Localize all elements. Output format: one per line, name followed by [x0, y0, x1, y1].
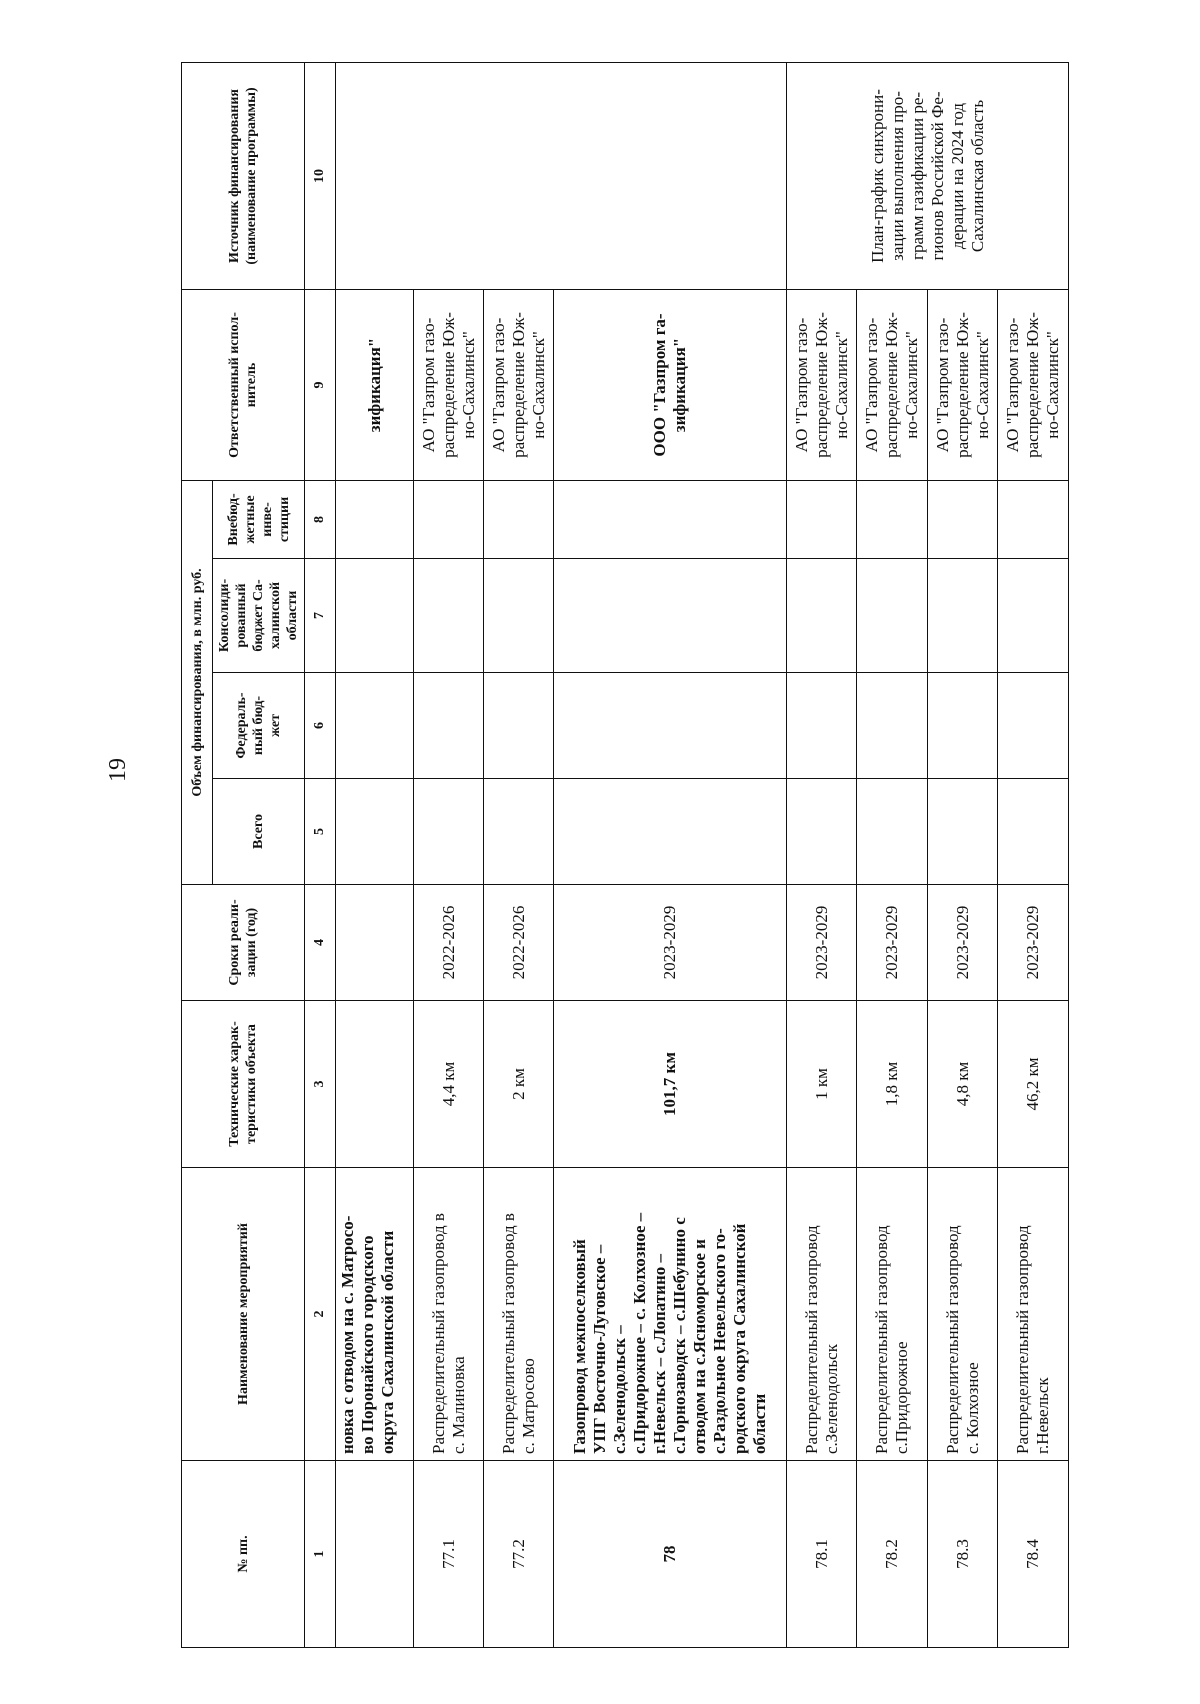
row-regional: [554, 559, 787, 673]
row-num: 77.1: [414, 1461, 484, 1648]
row-total: [414, 779, 484, 885]
row-federal: [928, 673, 998, 779]
row-executor: АО "Газпром газо- распределение Юж- но-Сахалинск": [787, 289, 857, 480]
row-executor: АО "Газпром газо- распределение Юж- но-Сахалинск": [484, 289, 554, 480]
header-federal: Федераль- ный бюд- жет: [213, 673, 305, 779]
row-regional: [928, 559, 998, 673]
row-offbudget: [336, 480, 414, 558]
row-regional: [998, 559, 1069, 673]
row-executor: АО "Газпром газо- распределение Юж- но-Сахалинск": [857, 289, 928, 480]
row-num: 78.3: [928, 1461, 998, 1648]
row-offbudget: [857, 480, 928, 558]
row-offbudget: [998, 480, 1069, 558]
table-row: [554, 62, 787, 1647]
row-years: 2023-2029: [998, 885, 1069, 1001]
table-row: [484, 62, 554, 1647]
row-federal: [336, 673, 414, 779]
table-row: [998, 62, 1069, 1647]
row-total: [857, 779, 928, 885]
row-tech: 4,4 км: [414, 1001, 484, 1168]
row-num: 78: [554, 1461, 787, 1648]
row-federal: [998, 673, 1069, 779]
row-executor: АО "Газпром газо- распределение Юж- но-Сахалинск": [928, 289, 998, 480]
table-row: [928, 62, 998, 1647]
header-name: Наименование мероприятий: [182, 1168, 305, 1461]
row-tech: 46,2 км: [998, 1001, 1069, 1168]
col-number: 4: [305, 885, 336, 1001]
row-federal: [414, 673, 484, 779]
header-source: Источник финансирования (наименование программы): [182, 62, 305, 289]
row-executor: зификация": [336, 289, 414, 480]
header-offbudget: Внебюд- жетные инве- стиции: [213, 480, 305, 558]
row-years: 2023-2029: [857, 885, 928, 1001]
page-number: 19: [105, 758, 131, 782]
row-total: [787, 779, 857, 885]
row-name: Распределительный газопровод с.Придорожное: [857, 1168, 928, 1461]
row-total: [336, 779, 414, 885]
row-executor: АО "Газпром газо- распределение Юж- но-Сахалинск": [998, 289, 1069, 480]
gasification-table-rotated: [181, 63, 1068, 1648]
header-funding-group: Объем финансирования, в млн. руб.: [182, 480, 213, 884]
row-name: Распределительный газопровод с. Колхозное: [928, 1168, 998, 1461]
col-number: 1: [305, 1461, 336, 1648]
row-years: 2022-2026: [484, 885, 554, 1001]
row-years: [336, 885, 414, 1001]
row-offbudget: [414, 480, 484, 558]
row-name: новка с отводом на с. Матросо- во Поронайского городского округа Сахалинской области: [336, 1168, 414, 1461]
row-total: [484, 779, 554, 885]
row-name: Распределительный газопровод г.Невельск: [998, 1168, 1069, 1461]
row-offbudget: [484, 480, 554, 558]
col-number: 9: [305, 289, 336, 480]
col-number: 6: [305, 673, 336, 779]
row-tech: 1 км: [787, 1001, 857, 1168]
table-row: [336, 62, 414, 1647]
row-federal: [787, 673, 857, 779]
row-years: 2023-2029: [554, 885, 787, 1001]
row-name: Распределительный газопровод в с. Матросово: [484, 1168, 554, 1461]
header-executor: Ответственный испол- нитель: [182, 289, 305, 480]
row-offbudget: [554, 480, 787, 558]
row-name: Распределительный газопровод в с. Малиновка: [414, 1168, 484, 1461]
row-years: 2023-2029: [787, 885, 857, 1001]
row-executor: АО "Газпром газо- распределение Юж- но-Сахалинск": [414, 289, 484, 480]
column-number-row: [305, 62, 336, 1647]
row-num: 78.4: [998, 1461, 1069, 1648]
row-federal: [857, 673, 928, 779]
table-row: [414, 62, 484, 1647]
col-number: 7: [305, 559, 336, 673]
row-num: [336, 1461, 414, 1648]
row-num: 78.2: [857, 1461, 928, 1648]
row-regional: [484, 559, 554, 673]
header-row: [182, 62, 213, 1647]
row-num: 78.1: [787, 1461, 857, 1648]
header-total: Всего: [213, 779, 305, 885]
row-total: [554, 779, 787, 885]
row-years: 2023-2029: [928, 885, 998, 1001]
row-tech: 1,8 км: [857, 1001, 928, 1168]
row-source-empty: [336, 62, 787, 289]
row-num: 77.2: [484, 1461, 554, 1648]
row-offbudget: [928, 480, 998, 558]
row-tech: 101,7 км: [554, 1001, 787, 1168]
col-number: 10: [305, 62, 336, 289]
row-name: Распределительный газопровод с.Зеленодольск: [787, 1168, 857, 1461]
row-executor: ООО "Газпром га- зификация": [554, 289, 787, 480]
col-number: 3: [305, 1001, 336, 1168]
row-federal: [554, 673, 787, 779]
col-number: 8: [305, 480, 336, 558]
row-regional: [336, 559, 414, 673]
header-years: Сроки реали- зации (год): [182, 885, 305, 1001]
table-row: [857, 62, 928, 1647]
row-total: [928, 779, 998, 885]
row-tech: 4,8 км: [928, 1001, 998, 1168]
table-row: [787, 62, 857, 1647]
row-source: План-график синхрони- зации выполнения про- грамм газификации ре- гионов Российской Фе- дерации на 2024 год Сахалинская область: [787, 62, 1069, 289]
row-regional: [857, 559, 928, 673]
row-tech: 2 км: [484, 1001, 554, 1168]
row-total: [998, 779, 1069, 885]
row-federal: [484, 673, 554, 779]
header-num: № пп.: [182, 1461, 305, 1648]
gasification-table: [181, 62, 1069, 1648]
header-regional: Консолиди- рованный бюджет Са- халинской области: [213, 559, 305, 673]
row-offbudget: [787, 480, 857, 558]
row-regional: [787, 559, 857, 673]
header-tech: Технические харак- теристики объекта: [182, 1001, 305, 1168]
row-years: 2022-2026: [414, 885, 484, 1001]
col-number: 5: [305, 779, 336, 885]
col-number: 2: [305, 1168, 336, 1461]
row-tech: [336, 1001, 414, 1168]
row-name: Газопровод межпоселковый УПГ Восточно-Луговское – с.Зеленодольск – с.Придорожное – с. Колхозное – г.Невельск – с.Лопатино – с.Горнозаводск – с.Шебунино с отводом на с.Ясноморское и с.Раздольное Невельского го- родского округа Сахалинской области: [554, 1168, 787, 1461]
row-regional: [414, 559, 484, 673]
